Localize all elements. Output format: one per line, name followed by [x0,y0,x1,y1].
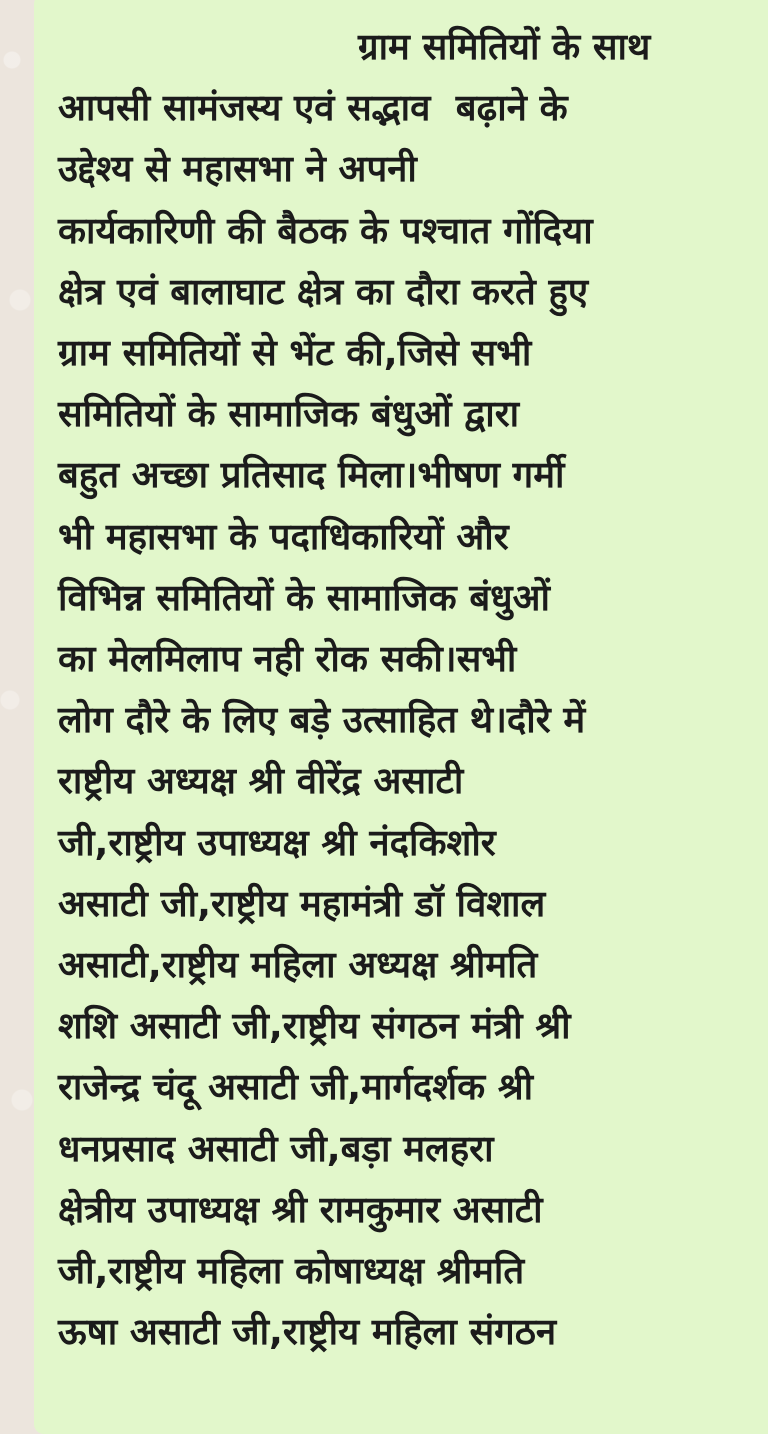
message-line-3: उद्देश्य से महासभा ने अपनी [58,147,417,191]
message-line-1: ग्राम समितियों के साथ [358,25,651,68]
message-line-10: विभिन्न समितियों के सामाजिक बंधुओं [58,575,550,619]
message-text [58,16,760,1362]
message-line-17: शशि असाटी जी,राष्ट्रीय संगठन मंत्री श्री [58,1004,571,1048]
message-line-16: असाटी,राष्ट्रीय महिला अध्यक्ष श्रीमति [58,943,538,987]
message-line-19: धनप्रसाद असाटी जी,बड़ा मलहरा [58,1126,494,1170]
message-line-13: राष्ट्रीय अध्यक्ष श्री वीरेंद्र असाटी [58,759,464,803]
message-bubble[interactable] [34,0,768,1434]
message-line-14: जी,राष्ट्रीय उपाध्यक्ष श्री नंदकिशोर [58,820,496,864]
message-line-21: जी,राष्ट्रीय महिला कोषाध्यक्ष श्रीमति [58,1249,525,1293]
message-line-11: का मेलमिलाप नही रोक सकी।सभी [58,637,517,681]
message-line-2: आपसी सामंजस्य एवं सद्भाव बढ़ाने के [58,86,568,130]
message-line-15: असाटी जी,राष्ट्रीय महामंत्री डॉ विशाल [58,881,546,925]
message-line-20: क्षेत्रीय उपाध्यक्ष श्री रामकुमार असाटी [58,1187,543,1231]
message-line-22: ऊषा असाटी जी,राष्ट्रीय महिला संगठन [58,1310,557,1354]
message-line-5: क्षेत्र एवं बालाघाट क्षेत्र का दौरा करते हुए [58,269,589,313]
message-line-12: लोग दौरे के लिए बड़े उत्साहित थे।दौरे में [58,698,586,742]
message-line-9: भी महासभा के पदाधिकारियों और [58,514,509,558]
message-line-7: समितियों के सामाजिक बंधुओं द्वारा [58,392,520,436]
message-line-8: बहुत अच्छा प्रतिसाद मिला।भीषण गर्मी [58,453,565,497]
message-line-18: राजेन्द्र चंदू असाटी जी,मार्गदर्शक श्री [58,1065,534,1109]
message-line-4: कार्यकारिणी की बैठक के पश्चात गोंदिया [58,208,593,252]
message-line-6: ग्राम समितियों से भेंट की,जिसे सभी [58,331,532,375]
